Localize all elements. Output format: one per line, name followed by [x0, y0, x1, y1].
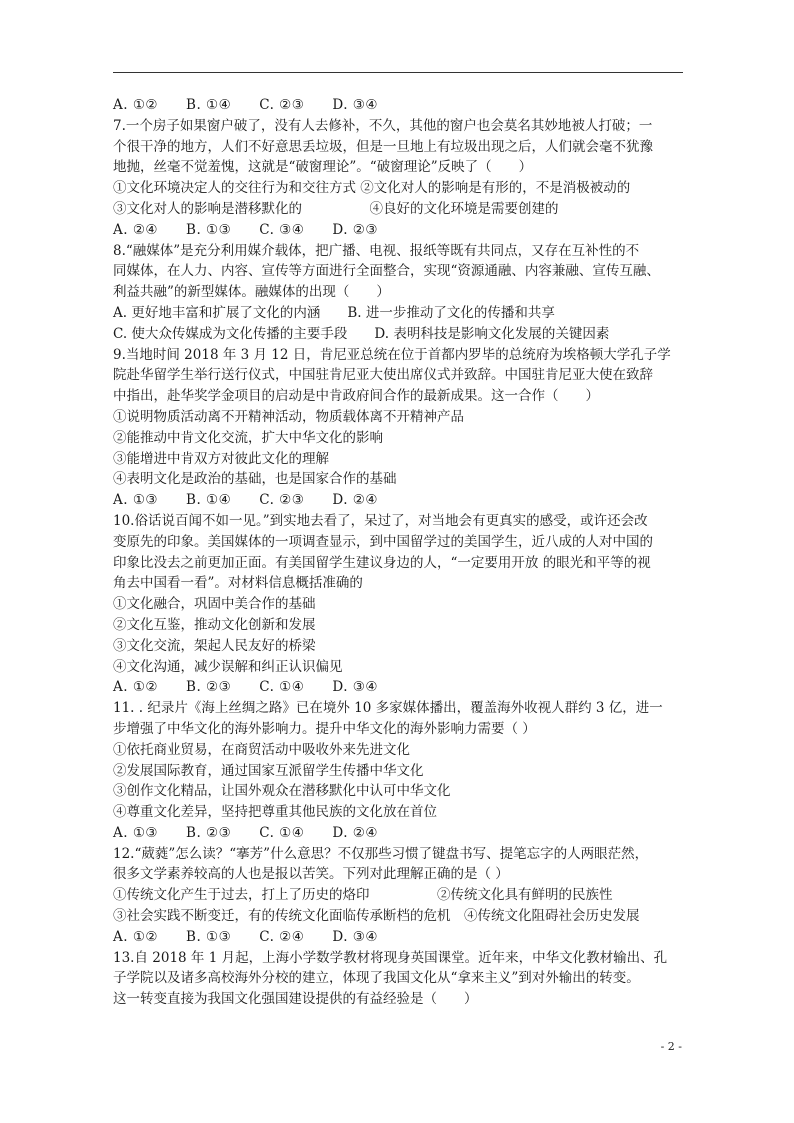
q9-stem-line: 中指出，赴华奖学金项目的启动是中肯政府间合作的最新成果。这一合作（ ）	[113, 388, 599, 405]
q9-statement: ④表明文化是政治的基础，也是国家合作的基础	[113, 471, 397, 488]
q10-statement: ①文化融合，巩固中美合作的基础	[113, 596, 316, 613]
q11-statement: ③创作文化精品，让国外观众在潜移默化中认可中华文化	[113, 783, 451, 800]
q9-statement: ③能增进中肯双方对彼此文化的理解	[113, 450, 329, 467]
q7-stem-line: 地抛，丝毫不觉羞愧，这就是“破窗理论”。“破窗理论”反映了（ ）	[113, 159, 533, 176]
q8-stem-line: 利益共融”的新型媒体。融媒体的出现（ ）	[113, 284, 390, 301]
q8-stem-line: 8.“融媒体”是充分利用媒介载体，把广播、电视、报纸等既有共同点，又存在互补性的不	[113, 242, 640, 259]
q11-options: A. ①③ B. ②③ C. ①④ D. ②④	[113, 824, 379, 841]
q10-statement: ②文化互鉴，推动文化创新和发展	[113, 616, 316, 633]
q10-stem-line: 角去中国看一看”。对材料信息概括准确的	[113, 575, 363, 592]
q13-stem-line: 这一转变直接为我国文化强国建设提供的有益经验是（ ）	[113, 991, 478, 1008]
page-number: - 2 -	[660, 1040, 682, 1053]
q7-statement: ①文化环境决定人的交往行为和交往方式 ②文化对人的影响是有形的，不是消极被动的	[113, 180, 631, 197]
q8-stem-line: 同媒体，在人力、内容、宣传等方面进行全面整合，实现“资源通融、内容兼融、宣传互融、	[113, 263, 660, 280]
exam-content	[113, 95, 688, 1010]
q10-stem-line: 变原先的印象。美国媒体的一项调查显示，到中国留学过的美国学生，近八成的人对中国的	[113, 533, 653, 550]
q7-options: A. ②④ B. ①③ C. ③④ D. ②③	[113, 221, 379, 238]
q12-statement: ①传统文化产生于过去，打上了历史的烙印 ②传统文化具有鲜明的民族性	[113, 887, 613, 904]
q10-options: A. ①② B. ②③ C. ①④ D. ③④	[113, 679, 379, 696]
header-rule	[113, 72, 683, 73]
q12-stem-line: 12.“葳蕤”怎么读？“搴芳”什么意思？不仅那些习惯了键盘书写、提笔忘字的人两眼茫然，	[113, 845, 649, 862]
q8-option-line: C. 使大众传媒成为文化传播的主要手段 D. 表明科技是影响文化发展的关键因素	[113, 325, 610, 342]
q12-statement: ③社会实践不断变迁，有的传统文化面临传承断档的危机 ④传统文化阻碍社会历史发展	[113, 908, 640, 925]
q9-stem-line: 9.当地时间 2018 年 3 月 12 日，肯尼亚总统在位于首都内罗毕的总统府为埃格顿大学孔子学	[113, 346, 671, 363]
q9-statement: ①说明物质活动离不开精神活动，物质载体离不开精神产品	[113, 408, 464, 425]
q7-statement: ③文化对人的影响是潜移默化的 ④良好的文化环境是需要创建的	[113, 200, 559, 217]
q11-stem-line: 11. . 纪录片《海上丝绸之路》已在境外 10 多家媒体播出，覆盖海外收视人群约 3 亿，进一	[113, 700, 663, 717]
q8-option-line: A. 更好地丰富和扩展了文化的内涵 B. 进一步推动了文化的传播和共享	[113, 304, 555, 321]
q13-stem-line: 子学院以及诸多高校海外分校的建立，体现了我国文化从“拿来主义”到对外输出的转变。	[113, 970, 640, 987]
q9-statement: ②能推动中肯文化交流，扩大中华文化的影响	[113, 429, 383, 446]
q11-statement: ②发展国际教育，通过国家互派留学生传播中华文化	[113, 762, 424, 779]
q11-stem-line: 步增强了中华文化的海外影响力。提升中华文化的海外影响力需要（ ）	[113, 720, 536, 737]
q13-stem-line: 13.自 2018 年 1 月起，上海小学数学教材将现身英国课堂。近年来，中华文化教材输出、孔	[113, 949, 668, 966]
q7-stem-line: 个很干净的地方，人们不好意思丢垃圾，但是一旦地上有垃圾出现之后，人们就会毫不犹豫	[113, 138, 653, 155]
q9-stem-line: 院赴华留学生举行送行仪式，中国驻肯尼亚大使出席仪式并致辞。中国驻肯尼亚大使在致辞	[113, 367, 653, 384]
q10-stem-line: 10.俗话说百闻不如一见。”到实地去看了，呆过了，对当地会有更真实的感受，或许还会改	[113, 512, 648, 529]
q12-stem-line: 很多文学素养较高的人也是报以苦笑。下列对此理解正确的是（ ）	[113, 866, 509, 883]
q9-options: A. ①③ B. ①④ C. ②③ D. ②④	[113, 492, 379, 509]
q12-options: A. ①② B. ①③ C. ②④ D. ③④	[113, 928, 379, 945]
q7-stem-line: 7.一个房子如果窗户破了，没有人去修补，不久，其他的窗户也会莫名其妙地被人打破；一	[113, 117, 653, 134]
q10-stem-line: 印象比没去之前更加正面。有美国留学生建议身边的人，“一定要用开放 的眼光和平等的视	[113, 554, 651, 571]
q6-options: A. ①② B. ①④ C. ②③ D. ③④	[113, 97, 379, 113]
q11-statement: ④尊重文化差异，坚持把尊重其他民族的文化放在首位	[113, 804, 437, 821]
q10-statement: ④文化沟通，减少误解和纠正认识偏见	[113, 658, 343, 675]
q11-statement: ①依托商业贸易，在商贸活动中吸收外来先进文化	[113, 741, 410, 758]
q10-statement: ③文化交流，架起人民友好的桥梁	[113, 637, 316, 654]
